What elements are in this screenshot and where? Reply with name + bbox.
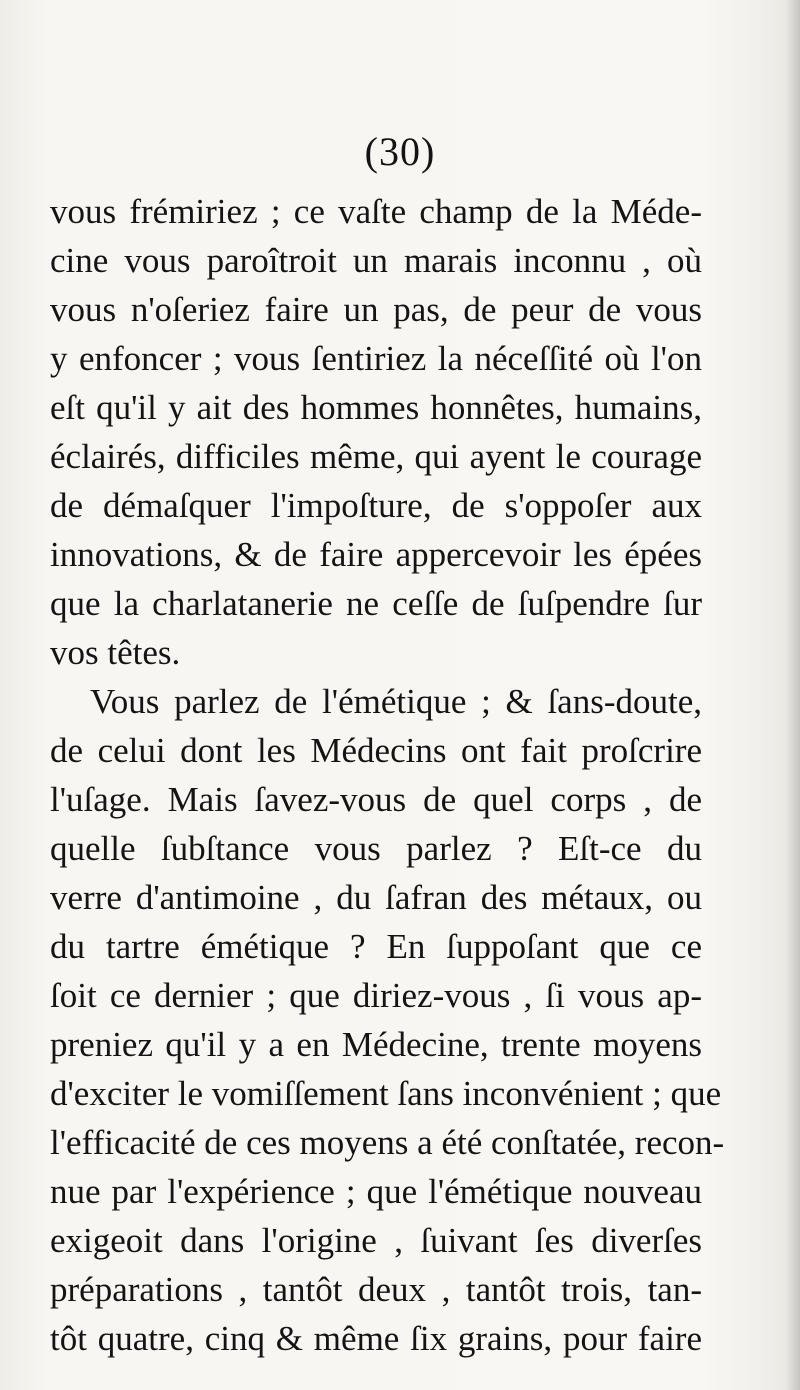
text-line-11: Vous parlez de l'émétique ; & ſans-doute, <box>90 682 702 721</box>
text-line-18: preniez qu'il y a en Médecine, trente moyens <box>50 1025 702 1064</box>
text-line-7: de démaſquer l'impoſture, de s'oppoſer aux <box>50 486 702 525</box>
text-line-23: préparations , tantôt deux , tantôt trois, tan- <box>50 1270 702 1309</box>
text-line-20: l'efficacité de ces moyens a été conſtatée, recon- <box>50 1123 725 1162</box>
text-line-6: éclairés, difficiles même, qui ayent le courage <box>50 437 702 476</box>
text-line-15: verre d'antimoine , du ſafran des métaux, ou <box>50 878 702 917</box>
text-line-13: l'uſage. Mais ſavez-vous de quel corps , de <box>50 780 702 819</box>
text-line-1: vous frémiriez ; ce vaſte champ de la Méde- <box>50 192 702 231</box>
text-line-8: innovations, & de faire appercevoir les épées <box>50 535 702 574</box>
page-edge-shadow <box>786 0 800 1390</box>
text-line-21: nue par l'expérience ; que l'émétique nouveau <box>50 1172 702 1211</box>
text-line-22: exigeoit dans l'origine , ſuivant ſes diverſes <box>50 1221 702 1260</box>
page-number: (30) <box>364 129 436 174</box>
text-line-19: d'exciter le vomiſſement ſans inconvénient ; que <box>50 1074 722 1113</box>
text-line-9: que la charlatanerie ne ceſſe de ſuſpendre ſur <box>50 584 702 623</box>
text-line-16: du tartre émétique ? En ſuppoſant que ce <box>50 927 702 966</box>
text-line-5: eſt qu'il y ait des hommes honnêtes, humains, <box>50 388 702 427</box>
text-line-10: vos têtes. <box>50 633 181 672</box>
text-line-3: vous n'oſeriez faire un pas, de peur de vous <box>50 290 702 329</box>
text-line-4: y enfoncer ; vous ſentiriez la néceſſité où l'on <box>50 339 702 378</box>
text-line-17: ſoit ce dernier ; que diriez-vous , ſi vous ap- <box>50 976 702 1015</box>
text-line-12: de celui dont les Médecins ont fait proſcrire <box>50 731 702 770</box>
text-line-14: quelle ſubſtance vous parlez ? Eſt-ce du <box>50 829 702 868</box>
text-line-2: cine vous paroîtroit un marais inconnu , où <box>50 241 702 280</box>
text-line-24: tôt quatre, cinq & même ſix grains, pour faire <box>50 1319 702 1358</box>
